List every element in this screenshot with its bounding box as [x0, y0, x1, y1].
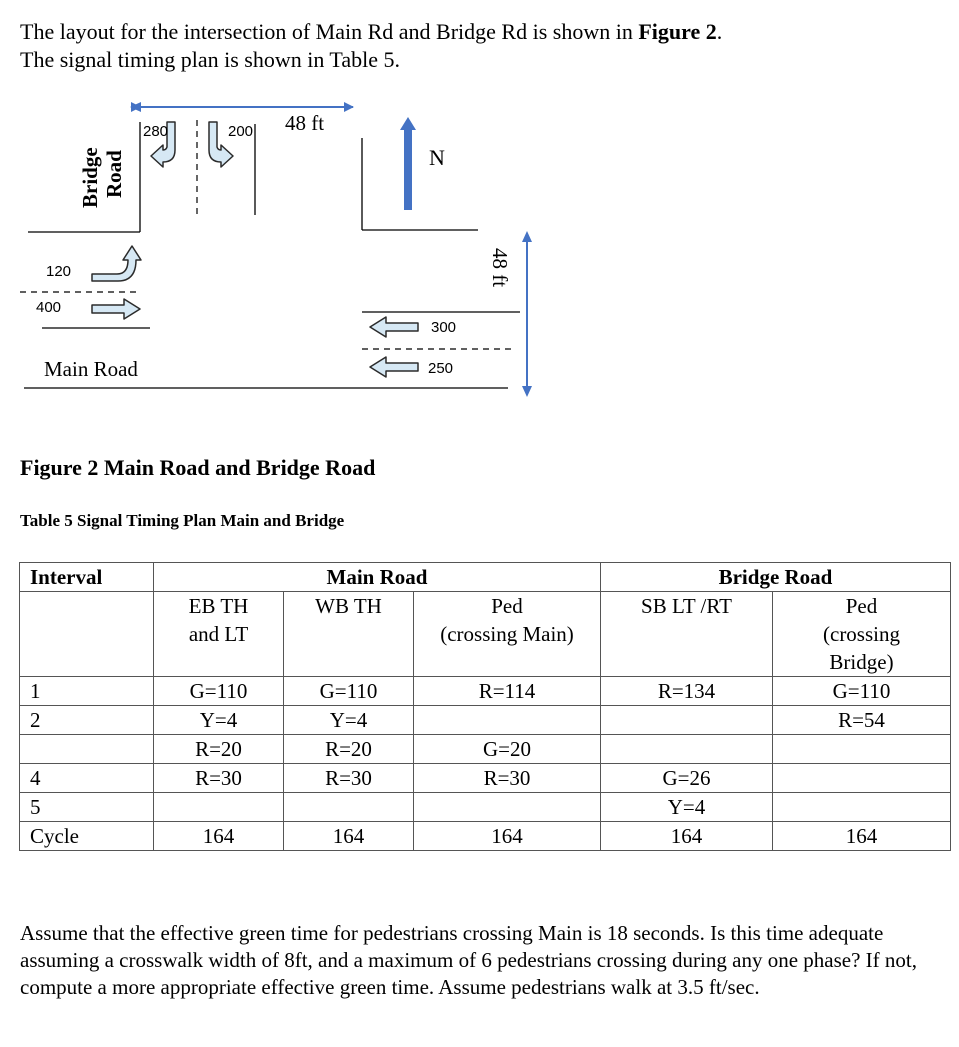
table-row	[20, 764, 951, 793]
bridge-road-label-line-1: Bridge	[78, 147, 102, 208]
cell-ped-bridge: R=54	[773, 706, 951, 735]
intro-line-1-text: The layout for the intersection of Main Rd and Bridge Rd is shown in	[20, 19, 639, 44]
cell-ped-bridge	[773, 735, 951, 764]
cell-ped-bridge	[773, 764, 951, 793]
cell-interval: 4	[20, 764, 154, 793]
cell-wb: G=110	[284, 677, 414, 706]
cell-ped-main: R=114	[414, 677, 601, 706]
subheader-ped-main-line-1: Ped	[491, 594, 523, 618]
table-row	[20, 735, 951, 764]
figure-reference: Figure 2	[638, 19, 717, 44]
cell-interval	[20, 735, 154, 764]
question-paragraph: Assume that the effective green time for pedestrians crossing Main is 18 seconds. Is this time adequate assuming a crosswalk width of 8ft, and a maximum of 6 pedestrians crossing during any one phase? If not, compute a more appropriate effective green time. Assume pedestrians walk at 3.5 ft/sec.	[20, 921, 917, 999]
cell-ped-bridge: 164	[773, 822, 951, 851]
width-dimension-side-top-head	[522, 231, 532, 242]
cell-ped-main: G=20	[414, 735, 601, 764]
intro-text	[20, 18, 722, 74]
cell-ped-bridge	[773, 793, 951, 822]
intro-line-1-end: .	[716, 19, 723, 44]
wb-volume-2: 250	[428, 360, 454, 377]
cell-interval: Cycle	[20, 822, 154, 851]
width-dimension-side-bottom-head	[522, 386, 532, 397]
cell-sb	[601, 735, 773, 764]
sb-left-volume: 280	[143, 123, 169, 140]
intro-line-1	[20, 18, 722, 46]
eb-through-arrow-icon	[92, 299, 140, 319]
eb-left-turn-arrow-icon	[92, 246, 141, 281]
header-interval: Interval	[20, 563, 154, 592]
cell-eb: R=30	[154, 764, 284, 793]
cell-sb	[601, 706, 773, 735]
subheader-ped-main-line-2: (crossing Main)	[440, 622, 574, 646]
wb-arrow-2-icon	[370, 357, 418, 377]
header-main-road: Main Road	[154, 563, 601, 592]
north-arrow-icon	[400, 117, 416, 130]
cell-eb: Y=4	[154, 706, 284, 735]
sb-right-volume: 200	[228, 123, 254, 140]
cell-wb: R=30	[284, 764, 414, 793]
cell-wb: R=20	[284, 735, 414, 764]
north-arrow-shaft	[404, 128, 412, 210]
width-label-side: 48 ft	[488, 248, 512, 288]
cell-ped-main: 164	[414, 822, 601, 851]
width-label-top: 48 ft	[285, 111, 325, 135]
wb-volume-1: 300	[431, 319, 457, 336]
subheader-eb-line-1: EB TH	[188, 594, 249, 618]
table-row	[20, 793, 951, 822]
cell-eb: 164	[154, 822, 284, 851]
eb-through-volume: 400	[36, 299, 62, 316]
eb-left-volume: 120	[46, 263, 72, 280]
intersection-diagram	[0, 90, 600, 410]
subheader-ped-main	[414, 592, 601, 677]
intro-line-2: The signal timing plan is shown in Table 5.	[20, 47, 400, 72]
subheader-ped-bridge	[773, 592, 951, 677]
figure-caption: Figure 2 Main Road and Bridge Road	[20, 455, 376, 480]
table-header-row	[20, 563, 951, 592]
cell-interval: 1	[20, 677, 154, 706]
table-row	[20, 677, 951, 706]
bridge-road-label-line-2: Road	[102, 150, 126, 198]
subheader-blank	[20, 592, 154, 677]
cell-ped-main	[414, 706, 601, 735]
north-label: N	[429, 145, 445, 170]
subheader-ped-bridge-line-1: Ped	[845, 594, 878, 618]
cell-ped-main: R=30	[414, 764, 601, 793]
table-caption: Table 5 Signal Timing Plan Main and Bridge	[20, 511, 345, 530]
cell-ped-main	[414, 793, 601, 822]
question-text	[20, 920, 940, 1001]
main-road-label: Main Road	[44, 357, 138, 381]
table-row-cycle	[20, 822, 951, 851]
cell-sb: G=26	[601, 764, 773, 793]
header-bridge-road: Bridge Road	[601, 563, 951, 592]
signal-timing-table	[19, 562, 951, 851]
cell-wb: 164	[284, 822, 414, 851]
cell-eb: G=110	[154, 677, 284, 706]
table-row	[20, 706, 951, 735]
table-subheader-row	[20, 592, 951, 677]
subheader-ped-bridge-line-2: (crossing	[823, 622, 900, 646]
subheader-eb-line-2: and LT	[188, 622, 249, 646]
cell-sb: Y=4	[601, 793, 773, 822]
subheader-ped-bridge-line-3: Bridge)	[829, 650, 894, 674]
subheader-wb: WB TH	[284, 592, 414, 677]
subheader-eb	[154, 592, 284, 677]
cell-eb: R=20	[154, 735, 284, 764]
subheader-sb: SB LT /RT	[601, 592, 773, 677]
cell-eb	[154, 793, 284, 822]
cell-ped-bridge: G=110	[773, 677, 951, 706]
cell-sb: 164	[601, 822, 773, 851]
cell-interval: 5	[20, 793, 154, 822]
cell-wb	[284, 793, 414, 822]
wb-arrow-1-icon	[370, 317, 418, 337]
width-dimension-top-left-head	[130, 102, 141, 112]
cell-wb: Y=4	[284, 706, 414, 735]
cell-interval: 2	[20, 706, 154, 735]
cell-sb: R=134	[601, 677, 773, 706]
